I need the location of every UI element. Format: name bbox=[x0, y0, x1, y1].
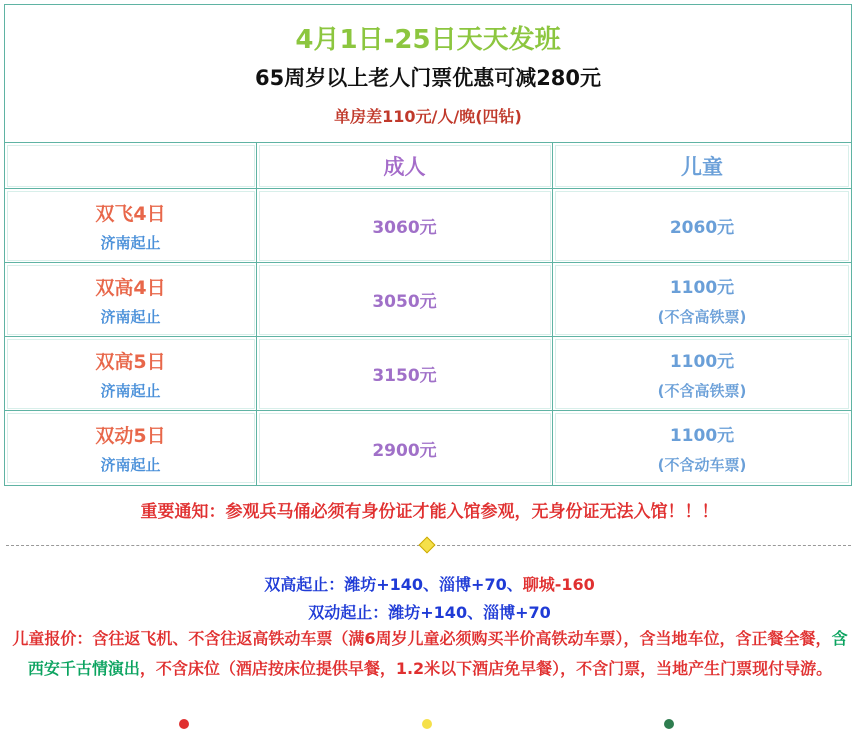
child-price-cell bbox=[553, 337, 851, 411]
route-cell bbox=[5, 263, 257, 337]
route-name: 双高5日 bbox=[95, 350, 166, 373]
route-origin: 济南起止 bbox=[100, 456, 161, 474]
important-notice: 重要通知：参观兵马俑必须有身份证才能入馆参观，无身份证无法入馆！！！ bbox=[140, 502, 719, 522]
route-origin: 济南起止 bbox=[100, 233, 161, 252]
page-title: 4月1日-25日天天发班 bbox=[295, 25, 561, 55]
high-speed-departures bbox=[0, 572, 859, 595]
child-pricing-part3: ，不含床位（酒店按床位提供早餐，1.2米以下酒店免早餐），不含门票，当地产生门票现付导游。 bbox=[139, 659, 833, 678]
route-cell bbox=[5, 411, 257, 485]
column-header-adult: 成人 bbox=[257, 143, 553, 189]
single-room-note: 单房差110元/人/晚(四钻) bbox=[334, 107, 522, 126]
senior-discount: 65周岁以上老人门票优惠可减280元 bbox=[254, 66, 602, 90]
child-pricing-note bbox=[10, 624, 850, 684]
green-dot-icon bbox=[664, 719, 674, 729]
high-speed-extra: 聊城-160 bbox=[522, 575, 595, 594]
child-price-note: (不含高铁票) bbox=[657, 381, 747, 400]
adult-price: 3150元 bbox=[257, 337, 553, 411]
child-price-note: (不含高铁票) bbox=[657, 307, 747, 326]
child-pricing-part1: 儿童报价：含往返飞机、不含往返高铁动车票（满6周岁儿童必须购买半价高铁动车票），含当地车位，含正餐全餐， bbox=[12, 629, 832, 648]
bullet-detail: 潍坊+140、淄博+70 bbox=[388, 603, 551, 622]
child-price-cell bbox=[553, 189, 851, 263]
column-header-route bbox=[5, 143, 257, 189]
route-name: 双动5日 bbox=[95, 425, 166, 447]
bullet-label: 双动起止： bbox=[308, 603, 389, 622]
yellow-dot-icon bbox=[422, 719, 432, 729]
price-table bbox=[4, 4, 852, 486]
adult-price: 3060元 bbox=[257, 189, 553, 263]
column-header-child: 儿童 bbox=[553, 143, 851, 189]
route-name: 双飞4日 bbox=[95, 202, 166, 225]
child-price-cell bbox=[553, 263, 851, 337]
child-price-note: (不含动车票) bbox=[657, 456, 747, 474]
route-origin: 济南起止 bbox=[100, 307, 161, 326]
route-cell bbox=[5, 337, 257, 411]
table-header bbox=[5, 5, 851, 143]
high-speed-label: 双高起止： bbox=[264, 575, 345, 594]
route-name: 双高4日 bbox=[95, 276, 166, 299]
bullet-train-departures bbox=[0, 600, 859, 623]
high-speed-detail: 潍坊+140、淄博+70、 bbox=[344, 575, 523, 594]
route-origin: 济南起止 bbox=[100, 381, 161, 400]
child-price: 1100元 bbox=[669, 277, 735, 298]
child-pricing-show: 含西安千古情演出 bbox=[27, 629, 848, 678]
red-dot-icon bbox=[179, 719, 189, 729]
adult-price: 3050元 bbox=[257, 263, 553, 337]
child-price: 1100元 bbox=[669, 351, 735, 372]
child-price: 2060元 bbox=[669, 218, 735, 238]
adult-price: 2900元 bbox=[257, 411, 553, 485]
child-price-cell bbox=[553, 411, 851, 485]
diamond-icon bbox=[419, 537, 436, 554]
route-cell bbox=[5, 189, 257, 263]
price-grid bbox=[5, 143, 851, 485]
child-price: 1100元 bbox=[669, 426, 735, 446]
